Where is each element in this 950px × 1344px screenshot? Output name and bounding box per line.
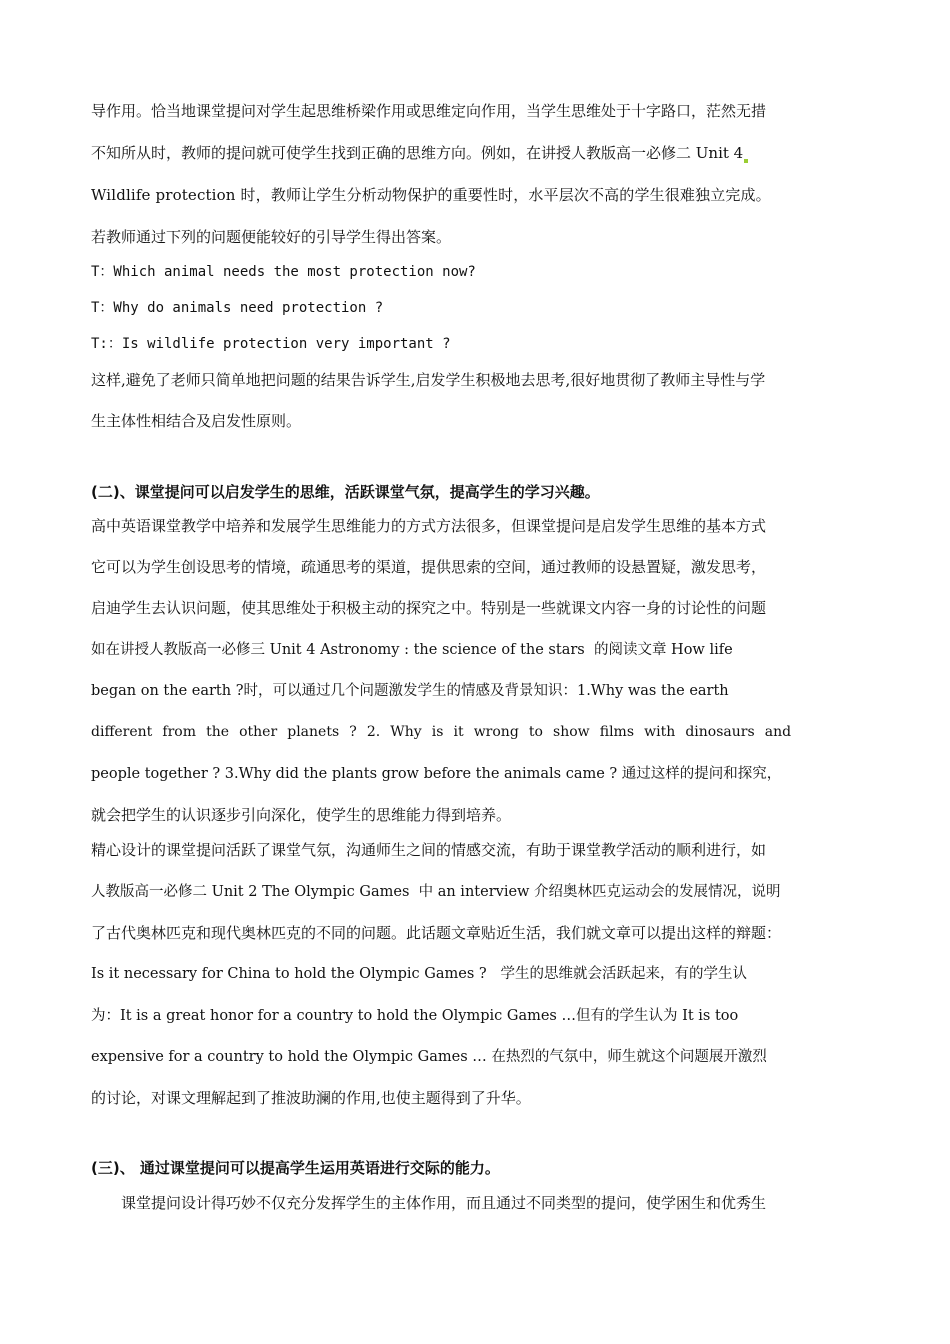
paragraph-line: 精心设计的课堂提问活跃了课堂气氛，沟通师生之间的情感交流，有助于课堂教学活动的顺利进行，如	[91, 841, 767, 859]
paragraph-line: different from the other planets ? 2. Why is it wrong to show films with dinosaurs and	[91, 724, 792, 740]
question-line: T：Why do animals need protection ?	[91, 300, 384, 316]
edit-mark-icon	[744, 159, 748, 163]
paragraph-line: 导作用。恰当地课堂提问对学生起思维桥梁作用或思维定向作用，当学生思维处于十字路口，茫然无措	[91, 102, 767, 120]
paragraph-line: 启迪学生去认识问题，使其思维处于积极主动的探究之中。特别是一些就课文内容一身的讨论性的问题	[91, 599, 767, 617]
paragraph-line: 如在讲授人教版高一必修三 Unit 4 Astronomy : the science of the stars 的阅读文章 How life	[91, 642, 733, 658]
section-heading: (二)、课堂提问可以启发学生的思维，活跃课堂气氛，提高学生的学习兴趣。	[91, 483, 600, 501]
paragraph-line: 课堂提问设计得巧妙不仅充分发挥学生的主体作用，而且通过不同类型的提问，使学困生和优秀生	[121, 1194, 767, 1212]
question-line: T：Which animal needs the most protection now?	[91, 264, 476, 280]
paragraph-line: 这样,避免了老师只简单地把问题的结果告诉学生,启发学生积极地去思考,很好地贯彻了教师主导性与学	[91, 371, 766, 389]
paragraph-line: Is it necessary for China to hold the Olympic Games ? 学生的思维就会活跃起来，有的学生认	[91, 966, 747, 982]
paragraph-line: began on the earth ?时，可以通过几个问题激发学生的情感及背景知识：1.Why was the earth	[91, 683, 729, 699]
paragraph-line: 就会把学生的认识逐步引向深化，使学生的思维能力得到培养。	[91, 806, 512, 824]
paragraph-line	[91, 143, 748, 163]
section-heading: (三)、 通过课堂提问可以提高学生运用英语进行交际的能力。	[91, 1159, 500, 1177]
question-line: T:：Is wildlife protection very important ?	[91, 336, 451, 352]
paragraph-line: expensive for a country to hold the Olympic Games … 在热烈的气氛中，师生就这个问题展开激烈	[91, 1049, 767, 1065]
paragraph-line: people together ? 3.Why did the plants grow before the animals came ? 通过这样的提问和探究，	[91, 766, 782, 782]
paragraph-line: 生主体性相结合及启发性原则。	[91, 412, 302, 430]
paragraph-line: 它可以为学生创设思考的情境，疏通思考的渠道，提供思索的空间，通过教师的设悬置疑，激发思考，	[91, 558, 767, 576]
paragraph-line: 了古代奥林匹克和现代奥林匹克的不同的问题。此话题文章贴近生活，我们就文章可以提出这样的辩题：	[91, 924, 782, 942]
paragraph-text: 不知所从时，教师的提问就可使学生找到正确的思维方向。例如，在讲授人教版高一必修二 Unit 4	[91, 144, 744, 162]
paragraph-line: 的讨论，对课文理解起到了推波助澜的作用,也使主题得到了升华。	[91, 1089, 531, 1107]
paragraph-line: 高中英语课堂教学中培养和发展学生思维能力的方式方法很多，但课堂提问是启发学生思维的基本方式	[91, 517, 767, 535]
paragraph-line: Wildlife protection 时，教师让学生分析动物保护的重要性时，水平层次不高的学生很难独立完成。	[91, 186, 771, 204]
paragraph-line: 为：It is a great honor for a country to hold the Olympic Games …但有的学生认为 It is too	[91, 1008, 739, 1024]
paragraph-line: 若教师通过下列的问题便能较好的引导学生得出答案。	[91, 228, 452, 246]
paragraph-line: 人教版高一必修二 Unit 2 The Olympic Games 中 an interview 介绍奥林匹克运动会的发展情况，说明	[91, 884, 781, 900]
